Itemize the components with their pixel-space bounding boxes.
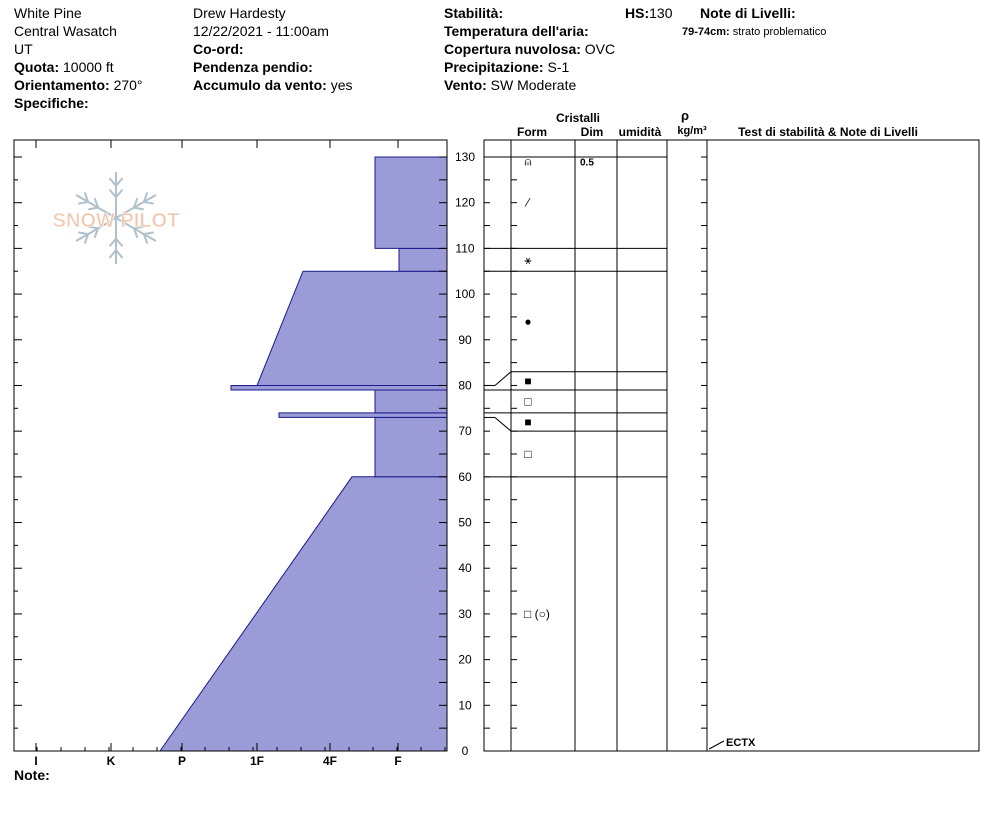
- aspect-value: 270°: [113, 77, 143, 93]
- stability-test-label: ECTX: [726, 737, 756, 749]
- crystal-form-symbol: □: [524, 447, 532, 461]
- col-crystals: Cristalli: [555, 111, 601, 125]
- col-rho: ρ: [680, 108, 690, 123]
- col-density-unit: kg/m³: [677, 125, 707, 137]
- col-size: Dim: [580, 125, 604, 139]
- crystal-table: [484, 140, 979, 751]
- snowflake-branch: [144, 232, 154, 234]
- height-tick-label: 30: [458, 606, 472, 621]
- height-tick-label: 70: [458, 424, 472, 439]
- height-tick-label: 130: [454, 150, 476, 164]
- height-tick-label: 110: [455, 241, 475, 256]
- hardness-tick-label: 4F: [322, 754, 338, 768]
- height-tick-label: 20: [458, 652, 472, 667]
- stability-label: Stabilità:: [444, 5, 504, 21]
- crystal-form-symbol: ⁄: [526, 195, 530, 210]
- crystal-form-symbol: □ (○): [524, 606, 550, 621]
- crystal-form-symbol: ■: [524, 373, 532, 388]
- height-tick-label: 10: [458, 698, 472, 713]
- crystal-size-label: 0.5: [580, 157, 594, 169]
- snowflake-branch: [144, 202, 154, 204]
- layer-79-80: [231, 386, 447, 391]
- precip-label: Precipitazione:: [444, 59, 544, 75]
- location: White Pine: [14, 5, 82, 21]
- crystal-form-symbol: ⚹: [524, 252, 532, 267]
- height-tick-label: 90: [458, 332, 472, 347]
- hs-value: 130: [649, 5, 673, 21]
- note-label: Note:: [14, 767, 50, 783]
- layer-80-105: [257, 271, 447, 385]
- height-tick-label: 40: [458, 561, 472, 576]
- wind-loading-label: Accumulo da vento:: [193, 77, 327, 93]
- crystal-form-symbol: □: [524, 394, 532, 409]
- wind-label: Vento:: [444, 77, 487, 93]
- height-tick-label: 60: [458, 469, 472, 484]
- hardness-profile: [160, 157, 447, 751]
- hs-label: HS:: [625, 5, 650, 21]
- col-form: Form: [517, 125, 547, 139]
- height-tick-label: 50: [458, 515, 472, 530]
- table-frame: [484, 140, 979, 751]
- cloud-label: Copertura nuvolosa:: [444, 41, 581, 57]
- test-pointer-line: [709, 741, 724, 749]
- crystal-form-symbol: ●: [524, 314, 532, 329]
- coord-label: Co-ord:: [193, 41, 244, 57]
- hardness-tick-label: P: [177, 754, 187, 768]
- layer-note-range: 79-74cm:: [682, 26, 730, 38]
- air-temp-label: Temperatura dell'aria:: [444, 23, 589, 39]
- hardness-tick-label: K: [106, 754, 116, 768]
- crystal-form-symbol: ■: [524, 415, 532, 430]
- aspect-label: Orientamento:: [14, 77, 110, 93]
- elevation-label: Quota:: [14, 59, 60, 75]
- connector-line: [495, 417, 511, 431]
- height-tick-label: 80: [458, 378, 472, 393]
- col-tests: Test di stabilità & Note di Livelli: [738, 125, 918, 139]
- layer-notes-label: Note di Livelli:: [700, 5, 796, 21]
- height-tick-label: 100: [454, 287, 476, 302]
- snowflake-branch: [78, 202, 88, 204]
- logo-text: SNOW PILOT: [52, 210, 180, 232]
- layer-105-110: [399, 248, 447, 271]
- observer: Drew Hardesty: [193, 5, 286, 21]
- specifics-label: Specifiche:: [14, 95, 89, 111]
- precip-value: S-1: [547, 59, 570, 75]
- snowflake-branch: [78, 232, 88, 234]
- wind-value: SW Moderate: [490, 77, 577, 93]
- layer-73-74: [279, 413, 447, 418]
- range: Central Wasatch: [14, 23, 117, 39]
- datetime: 12/22/2021 - 11:00am: [193, 23, 329, 39]
- layer-0-60: [160, 477, 447, 751]
- layer-60-73: [375, 417, 447, 476]
- cloud-value: OVC: [584, 41, 616, 57]
- layer-74-79: [375, 390, 447, 413]
- hardness-tick-label: 1F: [249, 754, 265, 768]
- hardness-tick-label: I: [34, 754, 38, 768]
- slope-label: Pendenza pendio:: [193, 59, 313, 75]
- connector-line: [495, 372, 511, 386]
- height-tick-label: 0: [461, 744, 469, 758]
- wind-loading-value: yes: [330, 77, 353, 93]
- snowpilot-logo: [53, 172, 180, 264]
- layer-note-text: strato problematico: [732, 26, 827, 38]
- elevation-value: 10000 ft: [63, 59, 114, 75]
- state: UT: [14, 41, 33, 57]
- crystal-form-symbol: ⍝: [524, 154, 532, 169]
- layer-110-130: [375, 157, 447, 248]
- height-tick-label: 120: [454, 195, 476, 210]
- hardness-tick-label: F: [394, 754, 402, 768]
- col-moisture: umidità: [618, 125, 662, 139]
